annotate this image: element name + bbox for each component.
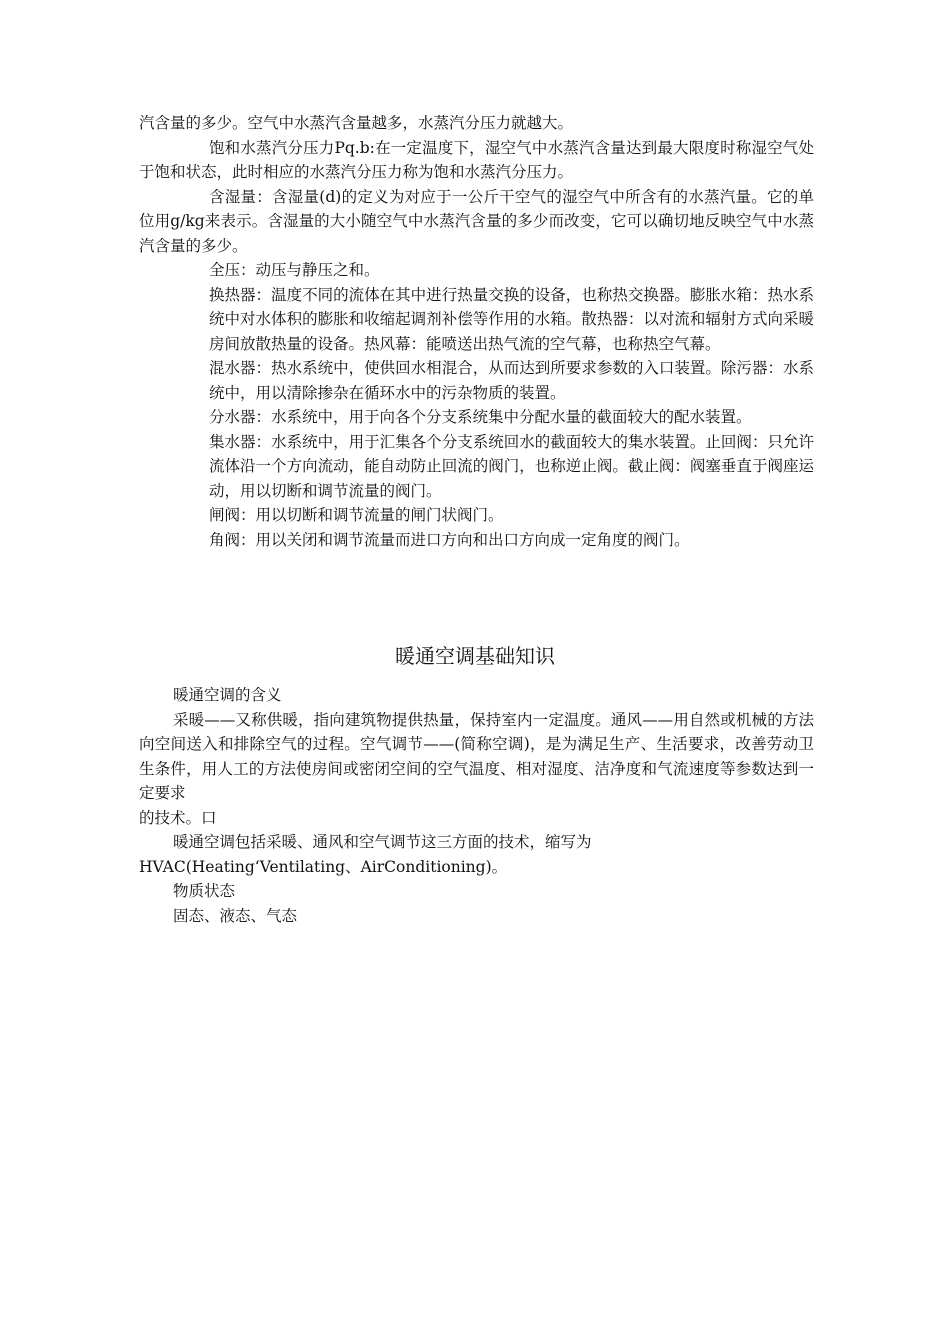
paragraph-moisture-content: 含湿量：含湿量(d)的定义为对应于一公斤干空气的湿空气中所含有的水蒸汽量。它的单位用g/kg来表示。含湿量的大小随空气中水蒸汽含量的多少而改变，它可以确切地反映空气中水蒸汽含量的多少。: [139, 187, 814, 255]
section-title: 暖通空调基础知识: [395, 644, 555, 668]
paragraph-hvac-meaning-heading: 暖通空调的含义: [173, 686, 282, 704]
paragraph-angle-valve: 角阀：用以关闭和调节流量而进口方向和出口方向成一定角度的阀门。: [209, 530, 690, 549]
paragraph-matter-states-heading: 物质状态: [173, 882, 236, 900]
paragraph-saturation-pressure: 饱和水蒸汽分压力Pq.b:在一定温度下，湿空气中水蒸汽含量达到最大限度时称湿空气处于饱和状态，此时相应的水蒸汽分压力称为饱和水蒸汽分压力。: [139, 138, 814, 181]
hvac-basics-section: [139, 683, 814, 928]
paragraph-collector: 集水器：水系统中，用于汇集各个分支系统回水的截面较大的集水装置。止回阀：只允许流体沿一个方向流动，能自动防止回流的阀门，也称逆止阀。截止阀：阀塞垂直于阀座运动，用以切断和调节流量的阀门。: [209, 432, 814, 500]
paragraph-hvac-abbreviation: HVAC(Heating‘Ventilating、AirConditioning)。: [139, 857, 508, 876]
paragraph-mixer: 混水器：热水系统中，使供回水相混合，从而达到所要求参数的入口装置。除污器：水系统中，用以清除掺杂在循环水中的污杂物质的装置。: [209, 359, 814, 402]
definitions-section: [139, 111, 814, 552]
paragraph-technology-line: 的技术。口: [139, 808, 217, 827]
paragraph-total-pressure: 全压：动压与静压之和。: [209, 261, 380, 279]
paragraph-hvac-includes: 暖通空调包括采暖、通风和空气调节这三方面的技术，缩写为: [173, 833, 592, 851]
paragraph-matter-states: 固态、液态、气态: [173, 906, 298, 925]
paragraph-vapor-content: 汽含量的多少。空气中水蒸汽含量越多，水蒸汽分压力就越大。: [139, 114, 574, 132]
paragraph-heat-exchanger: 换热器：温度不同的流体在其中进行热量交换的设备，也称热交换器。膨胀水箱：热水系统中对水体积的膨胀和收缩起调剂补偿等作用的水箱。散热器：以对流和辐射方式向采暖房间放散热量的设备。热风幕：能喷送出热气流的空气幕，也称热空气幕。: [209, 285, 814, 353]
paragraph-gate-valve: 闸阀：用以切断和调节流量的闸门状阀门。: [209, 506, 504, 524]
paragraph-heating-ventilation-definition: 采暖——又称供暖，指向建筑物提供热量，保持室内一定温度。通风——用自然或机械的方法向空间送入和排除空气的过程。空气调节——(简称空调)，是为满足生产、生活要求，改善劳动卫生条件，用人工的方法使房间或密闭空间的空气温度、相对湿度、洁净度和气流速度等参数达到一定要求: [139, 710, 814, 802]
paragraph-distributor: 分水器：水系统中，用于向各个分支系统集中分配水量的截面较大的配水装置。: [209, 408, 752, 426]
